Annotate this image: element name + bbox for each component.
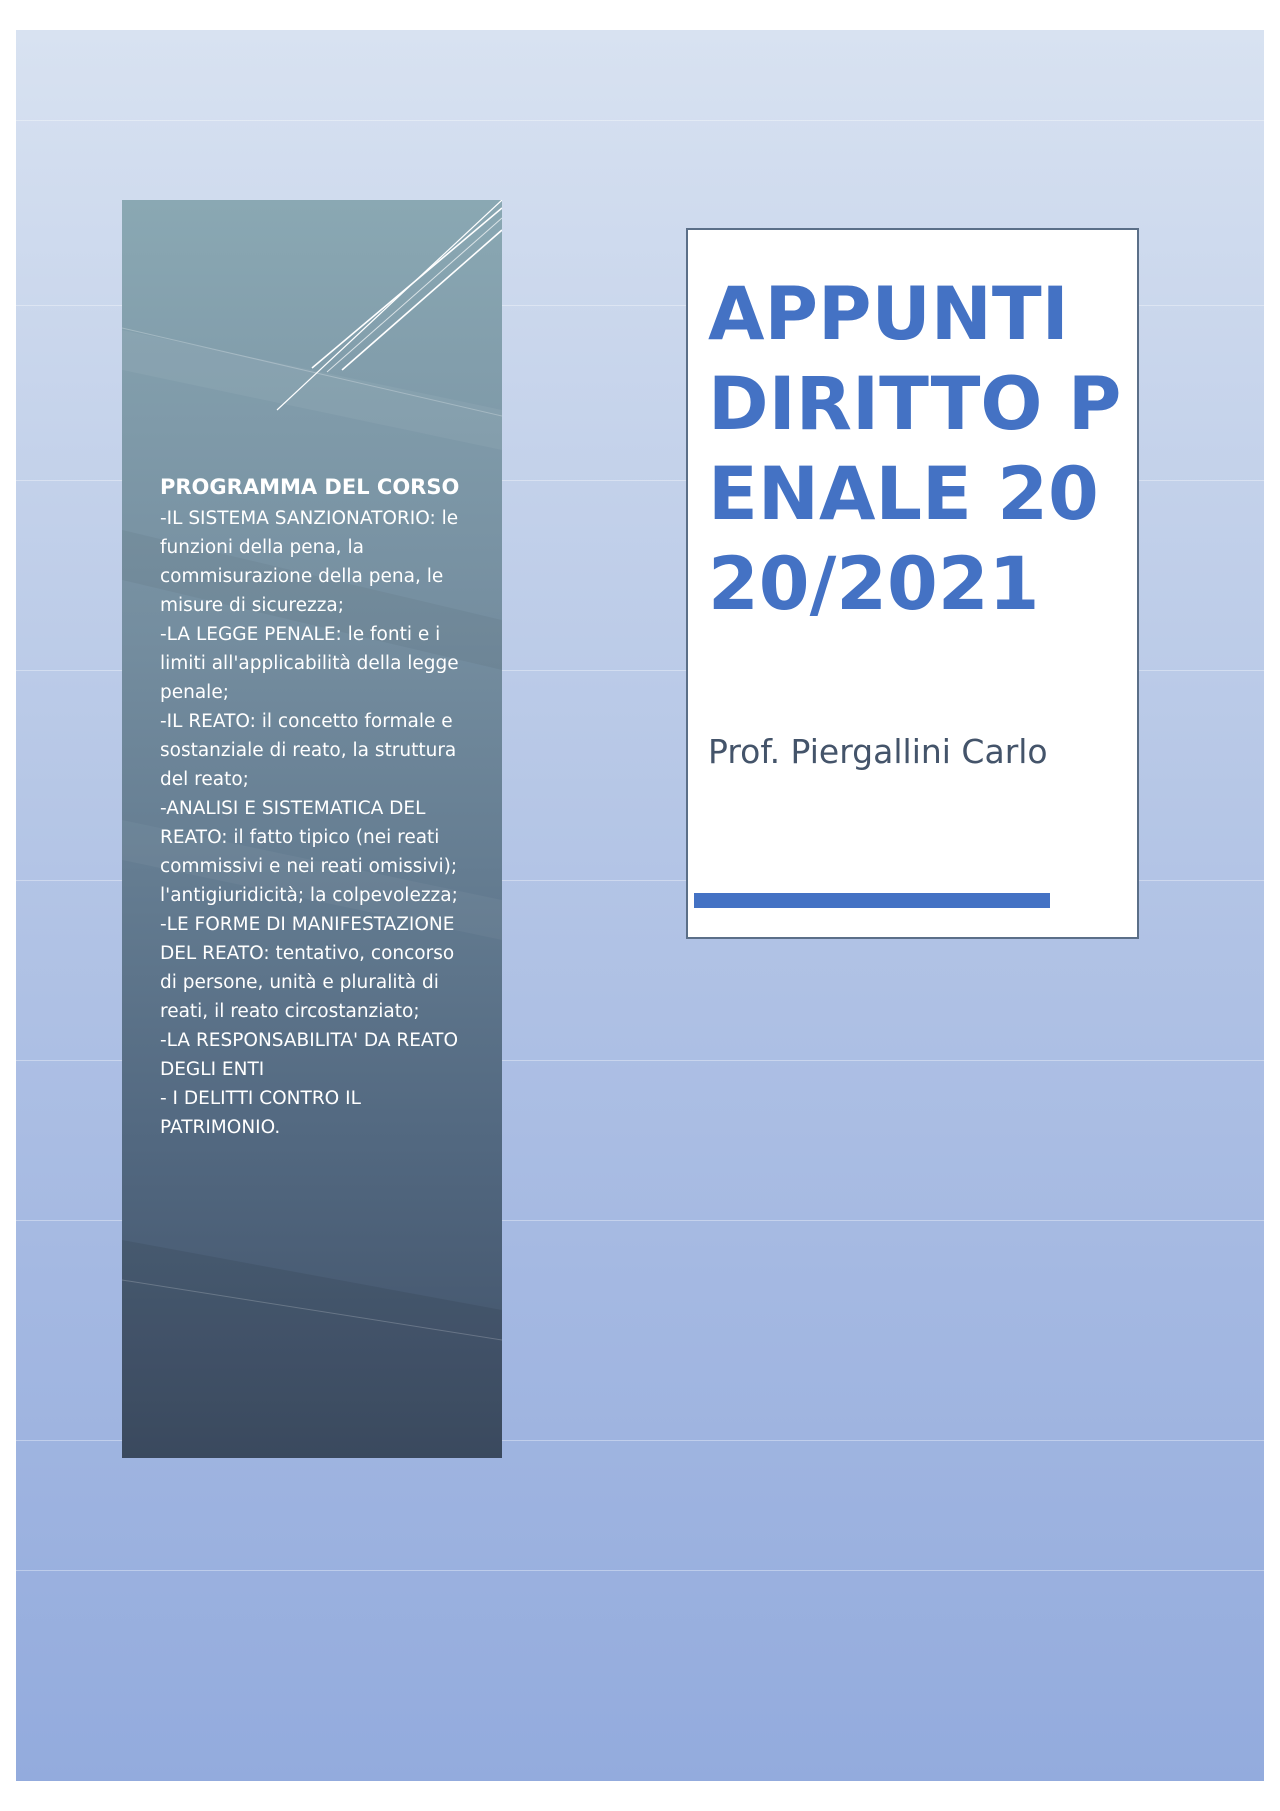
document-subtitle: Prof. Piergallini Carlo [708,732,1048,771]
program-item: -LE FORME DI MANIFESTAZIONE DEL REATO: tentativo, concorso di persone, unità e pluralità di reati, il reato circostanziato; [160,914,455,1022]
program-item: - I DELITTI CONTRO IL PATRIMONIO. [160,1088,361,1138]
document-title: APPUNTI DIRITTO PENALE 2020/2021 [708,272,1122,627]
title-accent-rule [694,893,1050,908]
program-item: -IL SISTEMA SANZIONATORIO: le funzioni della pena, la commisurazione della pena, le misure di sicurezza; [160,508,459,616]
program-heading: PROGRAMMA DEL CORSO [160,475,460,499]
sidebar-text-block [160,471,470,1142]
cover-page [16,30,1264,1781]
program-item: -IL REATO: il concetto formale e sostanziale di reato, la struttura del reato; [160,711,457,790]
program-item: -LA RESPONSABILITA' DA REATO DEGLI ENTI [160,1030,459,1080]
background-band [16,120,1264,121]
title-box [686,228,1139,939]
program-item: -ANALISI E SISTEMATICA DEL REATO: il fatto tipico (nei reati commissivi e nei reati omissivi); l'antigiuridicità; la colpevolezza; [160,798,458,906]
background-band [16,1570,1264,1571]
course-program-sidebar [122,200,502,1458]
program-item: -LA LEGGE PENALE: le fonti e i limiti all'applicabilità della legge penale; [160,624,459,703]
